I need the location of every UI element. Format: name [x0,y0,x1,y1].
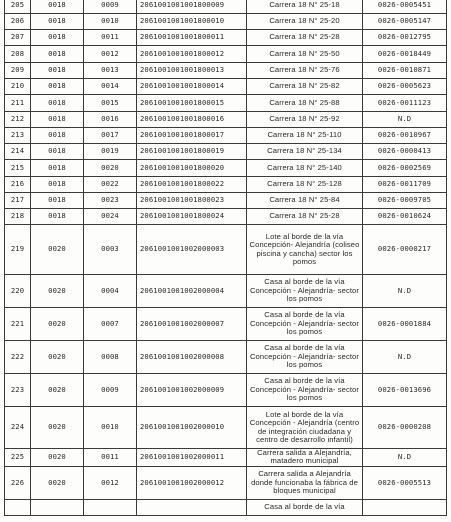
cadastral-code-cell: 2061001001002000012 [137,466,247,499]
block-code-cell: 0018 [31,14,84,30]
cadastral-code-cell: 2061001001001800016 [137,112,247,128]
table-row [5,374,447,407]
registration-cell: 0026-0011709 [363,177,447,193]
address-cell: Carrera 18 N° 25-50 [247,46,363,63]
registration-cell: 0026-0000208 [363,407,447,449]
block-code-cell [31,499,84,515]
cadastral-code-cell: 2061001001001800009 [137,0,247,14]
block-code-cell: 0020 [31,407,84,449]
cadastral-code-cell: 2061001001001800024 [137,209,247,225]
row-number-cell: 208 [5,46,31,63]
row-number-cell: 209 [5,63,31,79]
row-number-cell: 205 [5,0,31,14]
lot-code-cell: 0017 [84,128,137,144]
cadastral-code-cell: 2061001001001800023 [137,193,247,209]
lot-code-cell: 0008 [84,341,137,374]
block-code-cell: 0018 [31,79,84,95]
table-row [5,63,447,79]
cadastral-code-cell: 2061001001001800020 [137,160,247,177]
table-row [5,466,447,499]
registration-cell: N.D [363,112,447,128]
table-row [5,14,447,30]
row-number-cell: 221 [5,308,31,341]
address-cell: Carrera 18 N° 25-110 [247,128,363,144]
lot-code-cell: 0024 [84,209,137,225]
lot-code-cell: 0007 [84,308,137,341]
row-number-cell: 218 [5,209,31,225]
table-row [5,225,447,275]
cadastral-code-cell [137,499,247,515]
row-number-cell: 226 [5,466,31,499]
lot-code-cell: 0011 [84,449,137,467]
block-code-cell: 0018 [31,30,84,46]
registration-cell: 0026-0010871 [363,63,447,79]
cadastral-code-cell: 2061001001002000011 [137,449,247,467]
block-code-cell: 0018 [31,0,84,14]
block-code-cell: 0018 [31,160,84,177]
table-row [5,499,447,515]
lot-code-cell: 0016 [84,112,137,128]
address-cell: Carrera salida a Alejandría donde funcionaba la fábrica de bloques municipal [247,466,363,499]
row-number-cell: 207 [5,30,31,46]
table-row [5,112,447,128]
address-cell: Carrera 18 N° 25-18 [247,0,363,14]
row-number-cell: 206 [5,14,31,30]
cadastral-code-cell: 2061001001001800011 [137,30,247,46]
cadastral-code-cell: 2061001001001800019 [137,144,247,160]
address-cell: Carrera 18 N° 25-134 [247,144,363,160]
address-cell: Casa al borde de la vía Concepción - Alejandría- sector los pomos [247,374,363,407]
row-number-cell: 214 [5,144,31,160]
registration-cell: 0026-0000217 [363,225,447,275]
block-code-cell: 0020 [31,374,84,407]
row-number-cell: 213 [5,128,31,144]
address-cell: Carrera 18 N° 25-92 [247,112,363,128]
registration-cell: N.D [363,275,447,308]
cadastral-code-cell: 2061001001001800010 [137,14,247,30]
registration-cell: 0026-0005513 [363,466,447,499]
address-cell: Carrera salida a Alejandría, matadero municipal [247,449,363,467]
lot-code-cell: 0012 [84,46,137,63]
table-row [5,193,447,209]
block-code-cell: 0020 [31,225,84,275]
block-code-cell: 0018 [31,112,84,128]
table-row [5,79,447,95]
address-cell: Carrera 18 N° 25-128 [247,177,363,193]
cadastral-code-cell: 2061001001001800015 [137,95,247,112]
address-cell: Carrera 18 N° 25-28 [247,209,363,225]
table-row [5,160,447,177]
cadastral-code-cell: 2061001001002000009 [137,374,247,407]
registration-cell: 0026-0010624 [363,209,447,225]
block-code-cell: 0018 [31,95,84,112]
registration-cell: 0026-0018449 [363,46,447,63]
row-number-cell: 223 [5,374,31,407]
lot-code-cell: 0010 [84,407,137,449]
row-number-cell: 222 [5,341,31,374]
registration-cell: 0026-0000413 [363,144,447,160]
cadastral-code-cell: 2061001001001800017 [137,128,247,144]
address-cell: Carrera 18 N° 25-140 [247,160,363,177]
block-code-cell: 0020 [31,308,84,341]
lot-code-cell: 0015 [84,95,137,112]
lot-code-cell: 0020 [84,160,137,177]
address-cell: Casa al borde de la vía Concepción - Alejandría- sector los pomos [247,308,363,341]
registration-cell: 0026-0010967 [363,128,447,144]
registration-cell: 0026-0005147 [363,14,447,30]
block-code-cell: 0018 [31,63,84,79]
registration-cell [363,499,447,515]
property-table [4,0,447,516]
cadastral-code-cell: 2061001001001800013 [137,63,247,79]
block-code-cell: 0018 [31,46,84,63]
table-row [5,95,447,112]
block-code-cell: 0020 [31,466,84,499]
address-cell: Casa al borde de la vía [247,499,363,515]
block-code-cell: 0020 [31,341,84,374]
row-number-cell: 210 [5,79,31,95]
lot-code-cell: 0013 [84,63,137,79]
cadastral-code-cell: 2061001001002000010 [137,407,247,449]
table-row [5,209,447,225]
cadastral-code-cell: 2061001001002000008 [137,341,247,374]
table-row [5,341,447,374]
table-row [5,0,447,14]
lot-code-cell: 0012 [84,466,137,499]
block-code-cell: 0018 [31,193,84,209]
block-code-cell: 0020 [31,449,84,467]
lot-code-cell: 0009 [84,374,137,407]
lot-code-cell: 0009 [84,0,137,14]
row-number-cell: 220 [5,275,31,308]
registration-cell: N.D [363,449,447,467]
registration-cell: 0026-0012795 [363,30,447,46]
table-row [5,407,447,449]
row-number-cell: 217 [5,193,31,209]
cadastral-code-cell: 2061001001001800012 [137,46,247,63]
cadastral-code-cell: 2061001001002000007 [137,308,247,341]
row-number-cell: 219 [5,225,31,275]
address-cell: Carrera 18 N° 25-88 [247,95,363,112]
cadastral-code-cell: 2061001001002000003 [137,225,247,275]
table-row [5,308,447,341]
block-code-cell: 0018 [31,128,84,144]
address-cell: Casa al borde de la vía Concepción - Alejandría- sector los pomos [247,341,363,374]
lot-code-cell: 0003 [84,225,137,275]
address-cell: Carrera 18 N° 25-76 [247,63,363,79]
address-cell: Carrera 18 N° 25-20 [247,14,363,30]
lot-code-cell: 0004 [84,275,137,308]
lot-code-cell: 0014 [84,79,137,95]
lot-code-cell: 0023 [84,193,137,209]
block-code-cell: 0020 [31,275,84,308]
cadastral-code-cell: 2061001001001800022 [137,177,247,193]
table-row [5,177,447,193]
registration-cell: 0026-0011123 [363,95,447,112]
address-cell: Carrera 18 N° 25-28 [247,30,363,46]
cadastral-code-cell: 2061001001002000004 [137,275,247,308]
block-code-cell: 0018 [31,144,84,160]
table-row [5,449,447,467]
address-cell: Carrera 18 N° 25-82 [247,79,363,95]
lot-code-cell: 0019 [84,144,137,160]
registration-cell: 0026-0001884 [363,308,447,341]
row-number-cell: 212 [5,112,31,128]
lot-code-cell [84,499,137,515]
registration-cell: N.D [363,341,447,374]
block-code-cell: 0018 [31,209,84,225]
registration-cell: 0026-0009705 [363,193,447,209]
row-number-cell: 215 [5,160,31,177]
lot-code-cell: 0010 [84,14,137,30]
table-body [5,0,447,515]
address-cell: Carrera 18 N° 25-84 [247,193,363,209]
row-number-cell: 211 [5,95,31,112]
table-row [5,46,447,63]
lot-code-cell: 0022 [84,177,137,193]
table-row [5,30,447,46]
row-number-cell: 225 [5,449,31,467]
row-number-cell: 216 [5,177,31,193]
address-cell: Lote al borde de la vía Concepción- Alejandría (coliseo piscina y cancha) sector los pomos [247,225,363,275]
address-cell: Casa al borde de la vía Concepción - Alejandría- sector los pomos [247,275,363,308]
cadastral-code-cell: 2061001001001800014 [137,79,247,95]
row-number-cell [5,499,31,515]
table-row [5,275,447,308]
row-number-cell: 224 [5,407,31,449]
registration-cell: 0026-0013696 [363,374,447,407]
registration-cell: 0026-0005451 [363,0,447,14]
table-row [5,144,447,160]
table-row [5,128,447,144]
lot-code-cell: 0011 [84,30,137,46]
registration-cell: 0026-0002569 [363,160,447,177]
block-code-cell: 0018 [31,177,84,193]
address-cell: Lote al borde de la vía Concepción - Alejandría (centro de integración ciudadana y centro de desarrollo infantil) [247,407,363,449]
registration-cell: 0026-0005623 [363,79,447,95]
